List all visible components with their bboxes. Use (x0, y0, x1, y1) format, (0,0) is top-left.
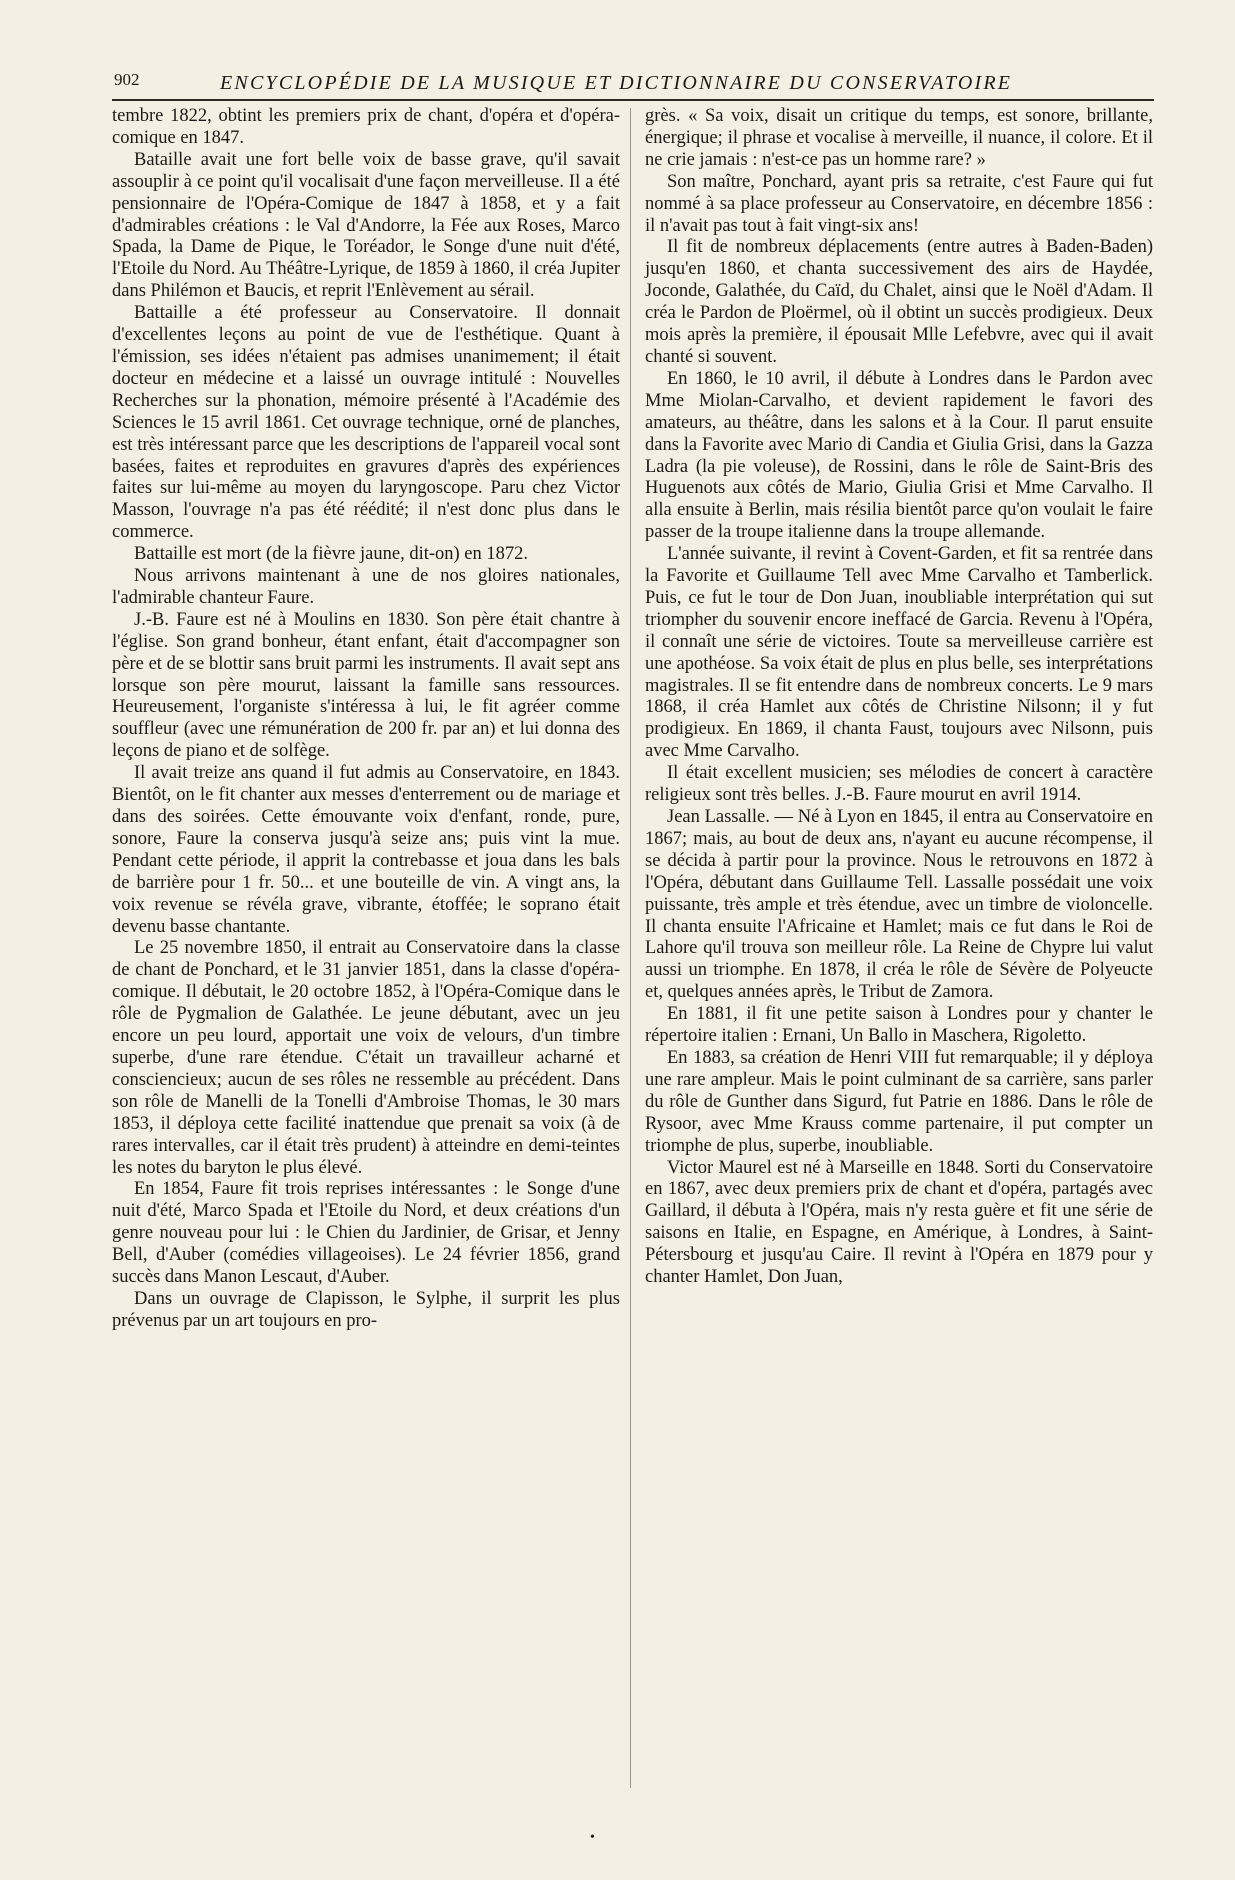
paragraph: En 1883, sa création de Henri VIII fut remarquable; il y déploya une rare ampleur. Mais le point culminant de sa carrière, sans parler du rôle de Gunther dans Sigurd, fut Patrie en 1886. Dans le rôle de Rysoor, avec Mme Krauss comme partenaire, il put compter un triomphe de plus, superbe, inoubliable. (645, 1047, 1153, 1156)
paragraph: Victor Maurel est né à Marseille en 1848. Sorti du Conservatoire en 1867, avec deux premiers prix de chant et d'opéra, partagés avec Gaillard, il débuta à l'Opéra, mais n'y resta guère et fit une série de saisons en Italie, en Espagne, en Amérique, à Londres, à Saint-Pétersbourg et jusqu'au Caire. Il revint à l'Opéra en 1879 pour y chanter Hamlet, Don Juan, (645, 1157, 1153, 1288)
paragraph: En 1860, le 10 avril, il débute à Londres dans le Pardon avec Mme Miolan-Carvalho, et devient rapidement le favori des amateurs, au théâtre, dans les salons et à la Cour. Il parut ensuite dans la Favorite avec Mario di Candia et Giulia Grisi, dans la Gazza Ladra (la pie voleuse), de Rossini, dans le rôle de Saint-Bris des Huguenots aux côtés de Mario, Giulia Grisi et Mme Carvalho. Il alla ensuite à Berlin, mais résilia bientôt parce qu'on voulait le faire passer de la troupe italienne dans la troupe allemande. (645, 368, 1153, 543)
paragraph: Battaille est mort (de la fièvre jaune, dit-on) en 1872. (134, 544, 529, 565)
paragraph: grès. « Sa voix, disait un critique du temps, est sonore, brillante, énergique; il phrase et vocalise à merveille, il nuance, il colore. Et il ne crie jamais : n'est-ce pas un homme rare? » (645, 106, 1153, 170)
paragraph: Dans un ouvrage de Clapisson, le Sylphe, il surprit les plus prévenus par un art toujours en pro- (112, 1288, 620, 1331)
paragraph: En 1881, il fit une petite saison à Londres pour y chanter le répertoire italien : Ernani, Un Ballo in Maschera, Rigoletto. (645, 1004, 1153, 1047)
column-divider (630, 108, 631, 1788)
paragraph: Son maître, Ponchard, ayant pris sa retraite, c'est Faure qui fut nommé à sa place professeur au Conservatoire, en décembre 1856 : il n'avait pas tout à fait vingt-six ans! (645, 171, 1153, 236)
paragraph: Il fit de nombreux déplacements (entre autres à Baden-Baden) jusqu'en 1860, et chanta successivement des airs de Haydée, Joconde, Galathée, du Caïd, du Chalet, ainsi que le Noël d'Adam. Il créa le Pardon de Ploërmel, où il obtint un succès prodigieux. Deux mois après la première, il épousait Mlle Lefebvre, avec qui il avait chanté si souvent. (645, 237, 1153, 367)
paragraph: Il était excellent musicien; ses mélodies de concert à caractère religieux sont très belles. J.-B. Faure mourut en avril 1914. (645, 763, 1153, 806)
running-head-title: ENCYCLOPÉDIE DE LA MUSIQUE ET DICTIONNAIRE DU CONSERVATOIRE (220, 72, 1013, 94)
paragraph: Battaille a été professeur au Conservatoire. Il donnait d'excellentes leçons au point de vue de l'esthétique. Quant à l'émission, ses idées n'étaient pas admises unanimement; il était docteur en médecine et a laissé un ouvrage intitulé : Nouvelles Recherches sur la phonation, mémoire présenté à l'Académie des Sciences le 15 avril 1861. Cet ouvrage technique, orné de planches, est très intéressant parce que les descriptions de l'appareil vocal sont basées, faites et reproduites en gravures d'après des expériences faites sur lui-même au moyen du laryngoscope. Paru chez Victor Masson, l'ouvrage n'a pas été réédité; il n'est donc plus dans le commerce. (112, 303, 620, 543)
page-number: 902 (114, 70, 140, 89)
paragraph: Jean Lassalle. — Né à Lyon en 1845, il entra au Conservatoire en 1867; mais, au bout de deux ans, n'ayant eu aucune récompense, il se décida à partir pour la province. Nous le retrouvons en 1872 à l'Opéra, débutant dans Guillaume Tell. Lassalle possédait une voix puissante, très ample et très étendue, avec un timbre de violoncelle. Il chanta ensuite l'Africaine et Hamlet; mais ce fut dans le Roi de Lahore qu'il trouva son meilleur rôle. La Reine de Chypre lui valut aussi un triomphe. En 1878, il créa le rôle de Sévère de Polyeucte et, quelques années après, le Tribut de Zamora. (645, 807, 1153, 1003)
paragraph: tembre 1822, obtint les premiers prix de chant, d'opéra et d'opéra-comique en 1847. (112, 106, 620, 148)
header-rule (112, 99, 1154, 101)
footer-mark: • (590, 1830, 595, 1845)
right-column (645, 106, 1153, 1289)
paragraph: Bataille avait une fort belle voix de basse grave, qu'il savait assouplir à ce point qu'il vocalisait d'une façon merveilleuse. Il a été pensionnaire de l'Opéra-Comique de 1847 à 1858, et y a fait d'admirables créations : le Val d'Andorre, la Fée aux Roses, Marco Spada, la Dame de Pique, le Toréador, le Songe d'une nuit d'été, l'Etoile du Nord. Au Théâtre-Lyrique, de 1859 à 1860, il créa Jupiter dans Philémon et Baucis, et reprit l'Enlèvement au sérail. (112, 149, 620, 302)
left-column (112, 106, 620, 1333)
paragraph: Nous arrivons maintenant à une de nos gloires nationales, l'admirable chanteur Faure. (112, 566, 620, 608)
paragraph: En 1854, Faure fit trois reprises intéressantes : le Songe d'une nuit d'été, Marco Spada et l'Etoile du Nord, et deux créations d'un genre nouveau pour lui : le Chien du Jardinier, de Grisar, et Jenny Bell, d'Auber (comédies villageoises). Le 24 février 1856, grand succès dans Manon Lescaut, d'Auber. (112, 1179, 620, 1288)
paragraph: Le 25 novembre 1850, il entrait au Conservatoire dans la classe de chant de Ponchard, et le 31 janvier 1851, dans la classe d'opéra-comique. Il débutait, le 20 octobre 1852, à l'Opéra-Comique dans le rôle de Pygmalion de Galathée. Le jeune débutant, avec un jeu encore un peu lourd, apportait une voix de velours, d'un timbre superbe, d'une rare étendue. C'était un travailleur acharné et consciencieux; aucun de ses rôles ne ressemble au précédent. Dans son rôle de Manelli de la Tonelli d'Ambroise Thomas, le 30 mars 1853, il déploya cette facilité inattendue que prenait sa voix (à de rares intervalles, car il était très prudent) à atteindre en demi-teintes les notes du baryton le plus élevé. (112, 938, 620, 1178)
paragraph: J.-B. Faure est né à Moulins en 1830. Son père était chantre à l'église. Son grand bonheur, étant enfant, était d'accompagner son père et de se blottir sans bruit parmi les instruments. Il avait sept ans lorsque son père mourut, laissant la famille sans ressources. Heureusement, l'organiste s'intéressa à lui, le fit agréer comme souffleur (avec une rémunération de 200 fr. par an) et lui donna des leçons de piano et de solfège. (112, 609, 620, 762)
paragraph: Il avait treize ans quand il fut admis au Conservatoire, en 1843. Bientôt, on le fit chanter aux messes d'enterrement ou de mariage et dans des soirées. Cette émouvante voix d'enfant, ronde, pure, sonore, Faure la conserva jusqu'à seize ans; puis vint la mue. Pendant cette période, il apprit la contrebasse et joua dans les bals de barrière pour 1 fr. 50... et une bouteille de vin. A vingt ans, la voix revenue se révéla grave, vibrante, étoffée; le soprano était devenu basse chantante. (112, 763, 620, 937)
paragraph: L'année suivante, il revint à Covent-Garden, et fit sa rentrée dans la Favorite et Guillaume Tell avec Mme Carvalho et Tamberlick. Puis, ce fut le tour de Don Juan, inoubliable interprétation qui sut triompher du souvenir encore ineffacé de Garcia. Revenu à l'Opéra, il connaît une série de victoires. Toute sa merveilleuse carrière est une apothéose. Sa voix était de plus en plus belle, ses interprétations magistrales. Il se fit entendre dans de nombreux concerts. Le 9 mars 1868, il créa Hamlet aux côtés de Christine Nilsonn; il y fut prodigieux. En 1869, il chanta Faust, toujours avec Nilsonn, puis avec Mme Carvalho. (645, 544, 1153, 762)
